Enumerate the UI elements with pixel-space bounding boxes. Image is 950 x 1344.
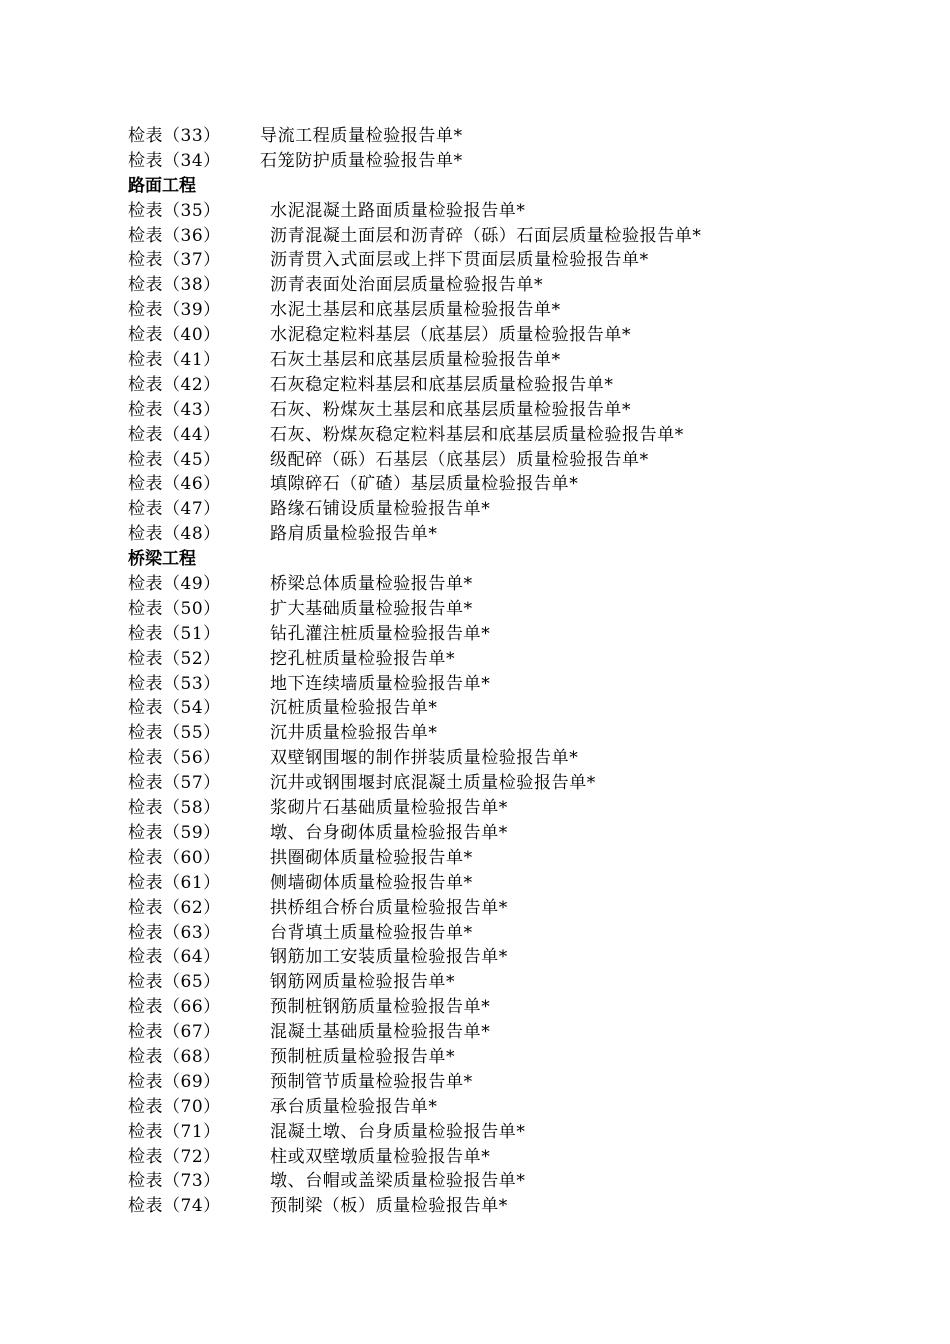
list-item [128, 323, 910, 348]
item-title: 导流工程质量检验报告单* [260, 126, 463, 146]
item-code: 检表（50） [128, 598, 221, 619]
list-item [128, 248, 910, 273]
list-item [128, 149, 910, 174]
item-title: 沉井质量检验报告单* [270, 723, 438, 744]
item-code: 检表（53） [128, 673, 221, 694]
list-item [128, 448, 910, 473]
item-title: 水泥稳定粒料基层（底基层）质量检验报告单* [270, 325, 632, 346]
item-code: 检表（47） [128, 499, 221, 520]
list-item [128, 921, 910, 946]
item-code: 检表（64） [128, 947, 221, 968]
item-code: 检表（33） [128, 126, 221, 146]
item-code: 检表（60） [128, 847, 221, 868]
section-heading: 桥梁工程 [128, 549, 196, 570]
section-misc [128, 124, 910, 174]
item-code: 检表（63） [128, 922, 221, 943]
list-item [128, 746, 910, 771]
list-item [128, 199, 910, 224]
list-item [128, 472, 910, 497]
item-code: 检表（51） [128, 623, 221, 644]
item-title: 沥青贯入式面层或上拌下贯面层质量检验报告单* [270, 250, 649, 271]
item-code: 检表（62） [128, 897, 221, 918]
item-title: 级配碎（砾）石基层（底基层）质量检验报告单* [270, 449, 649, 470]
list-item [128, 572, 910, 597]
item-code: 检表（36） [128, 225, 221, 246]
list-item [128, 1020, 910, 1045]
item-title: 石灰稳定粒料基层和底基层质量检验报告单* [270, 374, 614, 395]
list-item [128, 647, 910, 672]
item-code: 检表（41） [128, 350, 221, 371]
item-title: 预制桩质量检验报告单* [270, 1046, 456, 1067]
item-code: 检表（35） [128, 200, 221, 221]
item-title: 水泥土基层和底基层质量检验报告单* [270, 300, 561, 321]
list-item [128, 298, 910, 323]
item-code: 检表（68） [128, 1046, 221, 1067]
item-title: 沉井或钢围堰封底混凝土质量检验报告单* [270, 773, 596, 794]
list-item [128, 1095, 910, 1120]
item-title: 填隙碎石（矿碴）基层质量检验报告单* [270, 474, 579, 495]
item-title: 沉桩质量检验报告单* [270, 698, 438, 719]
item-code: 检表（65） [128, 972, 221, 993]
item-code: 检表（70） [128, 1096, 221, 1117]
list-item [128, 398, 910, 423]
item-code: 检表（49） [128, 574, 221, 595]
item-title: 石灰、粉煤灰稳定粒料基层和底基层质量检验报告单* [270, 424, 684, 445]
list-item [128, 373, 910, 398]
list-item [128, 1120, 910, 1145]
item-title: 混凝土墩、台身质量检验报告单* [270, 1121, 526, 1142]
list-item [128, 273, 910, 298]
list-item [128, 497, 910, 522]
item-code: 检表（55） [128, 723, 221, 744]
item-code: 检表（48） [128, 524, 221, 545]
item-code: 检表（54） [128, 698, 221, 719]
item-code: 检表（59） [128, 822, 221, 843]
item-title: 石灰、粉煤灰土基层和底基层质量检验报告单* [270, 399, 632, 420]
item-title: 浆砌片石基础质量检验报告单* [270, 798, 508, 819]
item-code: 检表（71） [128, 1121, 221, 1142]
list-item [128, 871, 910, 896]
item-code: 检表（73） [128, 1171, 221, 1192]
list-item [128, 970, 910, 995]
list-item [128, 1194, 910, 1219]
item-title: 墩、台帽或盖梁质量检验报告单* [270, 1171, 526, 1192]
item-code: 检表（43） [128, 399, 221, 420]
list-item [128, 1070, 910, 1095]
item-title: 石灰土基层和底基层质量检验报告单* [270, 350, 561, 371]
list-item [128, 224, 910, 249]
item-title: 桥梁总体质量检验报告单* [270, 574, 473, 595]
item-code: 检表（58） [128, 798, 221, 819]
item-code: 检表（37） [128, 250, 221, 271]
list-item [128, 622, 910, 647]
item-title: 墩、台身砌体质量检验报告单* [270, 822, 508, 843]
item-code: 检表（46） [128, 474, 221, 495]
list-item [128, 597, 910, 622]
item-title: 钻孔灌注桩质量检验报告单* [270, 623, 491, 644]
item-code: 检表（40） [128, 325, 221, 346]
list-item [128, 124, 910, 149]
section-heading: 路面工程 [128, 175, 196, 196]
item-title: 钢筋加工安装质量检验报告单* [270, 947, 508, 968]
list-item [128, 1169, 910, 1194]
item-title: 石笼防护质量检验报告单* [260, 150, 463, 171]
item-title: 钢筋网质量检验报告单* [270, 972, 456, 993]
item-code: 检表（38） [128, 275, 221, 296]
list-item [128, 796, 910, 821]
list-item [128, 896, 910, 921]
item-code: 检表（56） [128, 748, 221, 769]
item-title: 扩大基础质量检验报告单* [270, 598, 473, 619]
item-code: 检表（42） [128, 374, 221, 395]
item-title: 预制管节质量检验报告单* [270, 1071, 473, 1092]
item-title: 承台质量检验报告单* [270, 1096, 438, 1117]
item-title: 拱桥组合桥台质量检验报告单* [270, 897, 508, 918]
item-title: 路肩质量检验报告单* [270, 524, 438, 545]
item-title: 沥青混凝土面层和沥青碎（砾）石面层质量检验报告单* [270, 225, 702, 246]
item-title: 路缘石铺设质量检验报告单* [270, 499, 491, 520]
item-title: 挖孔桩质量检验报告单* [270, 648, 456, 669]
item-title: 拱圈砌体质量检验报告单* [270, 847, 473, 868]
item-title: 混凝土基础质量检验报告单* [270, 1022, 491, 1043]
item-code: 检表（66） [128, 997, 221, 1018]
item-title: 侧墙砌体质量检验报告单* [270, 872, 473, 893]
list-item [128, 995, 910, 1020]
section-bridge [128, 547, 910, 1219]
list-item [128, 1145, 910, 1170]
list-item [128, 522, 910, 547]
item-code: 检表（39） [128, 300, 221, 321]
item-title: 台背填土质量检验报告单* [270, 922, 473, 943]
list-item [128, 846, 910, 871]
item-code: 检表（44） [128, 424, 221, 445]
item-title: 沥青表面处治面层质量检验报告单* [270, 275, 544, 296]
item-code: 检表（52） [128, 648, 221, 669]
list-item [128, 672, 910, 697]
item-title: 地下连续墙质量检验报告单* [270, 673, 491, 694]
list-item [128, 1045, 910, 1070]
item-code: 检表（61） [128, 872, 221, 893]
item-title: 水泥混凝土路面质量检验报告单* [270, 200, 526, 221]
item-code: 检表（74） [128, 1196, 221, 1217]
item-title: 预制梁（板）质量检验报告单* [270, 1196, 508, 1217]
list-item [128, 721, 910, 746]
item-code: 检表（69） [128, 1071, 221, 1092]
list-item [128, 945, 910, 970]
list-item [128, 771, 910, 796]
section-pavement [128, 174, 910, 547]
item-title: 双壁钢围堰的制作拼装质量检验报告单* [270, 748, 579, 769]
item-code: 检表（72） [128, 1146, 221, 1167]
item-title: 预制桩钢筋质量检验报告单* [270, 997, 491, 1018]
list-item [128, 821, 910, 846]
item-code: 检表（34） [128, 150, 221, 171]
item-code: 检表（67） [128, 1022, 221, 1043]
document-page [128, 124, 910, 1219]
list-item [128, 423, 910, 448]
item-title: 柱或双壁墩质量检验报告单* [270, 1146, 491, 1167]
list-item [128, 696, 910, 721]
item-code: 检表（45） [128, 449, 221, 470]
item-code: 检表（57） [128, 773, 221, 794]
list-item [128, 348, 910, 373]
